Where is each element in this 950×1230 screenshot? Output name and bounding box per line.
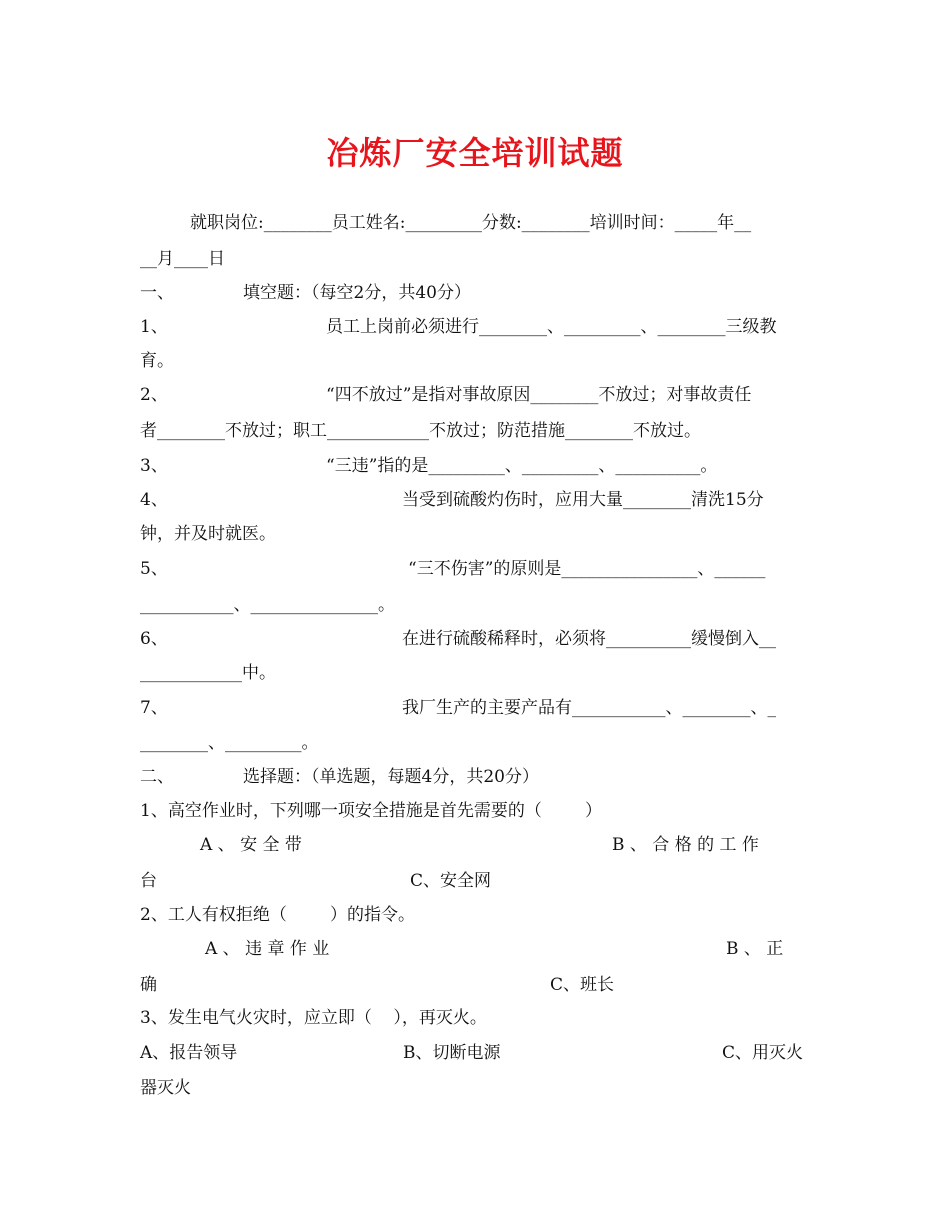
question-text-cont: 钟，并及时就医。 xyxy=(140,524,276,544)
section-heading: 选择题：（单选题，每题4分，共20分） xyxy=(243,767,539,787)
option-a: A、报告领导 xyxy=(140,1043,238,1063)
section-number: 二、 xyxy=(140,767,174,787)
section-number: 一、 xyxy=(140,283,174,303)
question-text-cont: 者________不放过；职工____________不放过；防范措施________不放过。 xyxy=(140,421,701,441)
option-b: B、切断电源 xyxy=(403,1043,501,1063)
option-c-cont: 器灭火 xyxy=(140,1078,191,1098)
page-title: 冶炼厂安全培训试题 xyxy=(326,134,624,172)
option-a: A 、 安 全 带 xyxy=(200,835,302,855)
option-c: C、用灭火 xyxy=(722,1043,804,1063)
question-text: 员工上岗前必须进行________、_________、________三级教 xyxy=(326,317,777,337)
question-text: 1、高空作业时，下列哪一项安全措施是首先需要的（ ） xyxy=(140,801,603,821)
option-b-cont: 确 xyxy=(140,975,157,995)
header-fields-line: 就职岗位:________员工姓名:_________分数:________培训时间：_____年__ xyxy=(190,213,752,233)
question-text-cont: ________、_________。 xyxy=(140,733,319,753)
question-text: “三不伤害”的原则是________________、______ xyxy=(408,559,766,579)
question-number: 5、 xyxy=(140,559,168,579)
option-c: C、班长 xyxy=(550,975,615,995)
header-fields-line-cont: __月____日 xyxy=(140,249,225,269)
question-number: 1、 xyxy=(140,317,168,337)
question-text-cont: ___________、_______________。 xyxy=(140,595,395,615)
option-b: B 、 合 格 的 工 作 xyxy=(612,835,759,855)
question-text: 我厂生产的主要产品有___________、________、_ xyxy=(402,698,776,718)
option-a: A 、 违 章 作 业 xyxy=(205,939,330,959)
question-text: 3、发生电气火灾时，应立即（ ），再灭火。 xyxy=(140,1008,487,1028)
question-text: 当受到硫酸灼伤时，应用大量________清洗15分 xyxy=(402,490,764,510)
section-heading: 填空题：（每空2分，共40分） xyxy=(243,283,471,303)
question-number: 6、 xyxy=(140,629,168,649)
question-text: “四不放过”是指对事故原因________不放过；对事故责任 xyxy=(326,385,752,405)
question-text: “三违”指的是_________、_________、__________。 xyxy=(326,456,718,476)
question-text-cont: 育。 xyxy=(140,351,174,371)
question-number: 7、 xyxy=(140,698,168,718)
question-number: 4、 xyxy=(140,490,168,510)
question-text: 2、工人有权拒绝（ ）的指令。 xyxy=(140,905,416,925)
question-text-cont: ____________中。 xyxy=(140,663,276,683)
option-c: C、安全网 xyxy=(410,871,492,891)
question-number: 3、 xyxy=(140,456,168,476)
question-number: 2、 xyxy=(140,385,168,405)
option-b: B 、 正 xyxy=(726,939,784,959)
option-b-cont: 台 xyxy=(140,871,157,891)
question-text: 在进行硫酸稀释时，必须将__________缓慢倒入__ xyxy=(402,629,776,649)
